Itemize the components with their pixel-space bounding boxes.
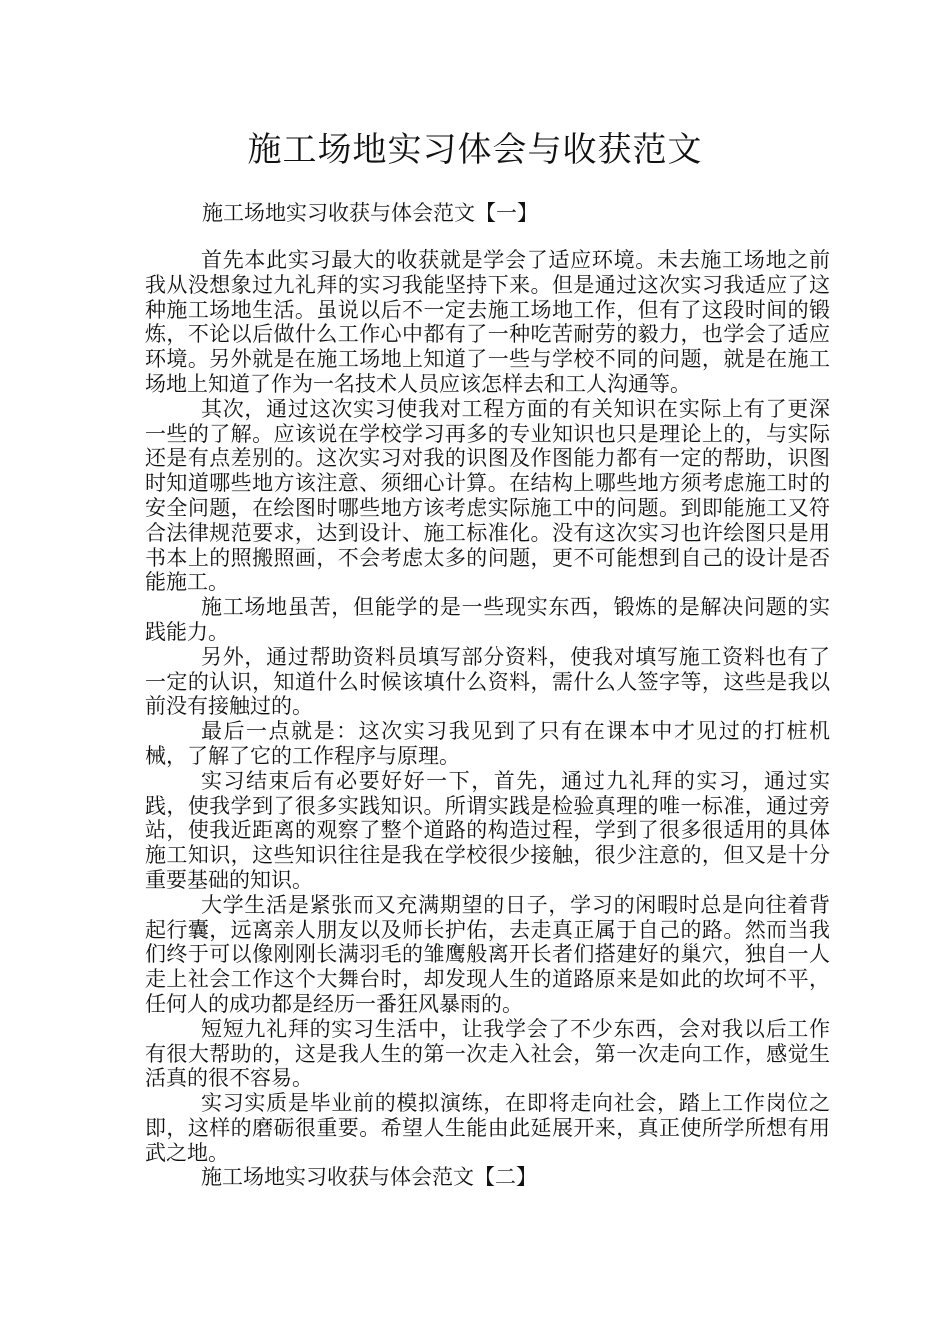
section-heading-2: 施工场地实习收获与体会范文【二】: [201, 1165, 537, 1190]
paragraph: 其次，通过这次实习使我对工程方面的有关知识在实际上有了更深一些的了解。应该说在学校学习再多的专业知识也只是理论上的，与实际还是有点差别的。这次实习对我的识图及作图能力都有一定的帮助，识图时知道哪些地方该注意、须细心计算。在结构上哪些地方须考虑施工时的安全问题，在绘图时哪些地方该考虑实际施工中的问题。到即能施工又符合法律规范要求，达到设计、施工标准化。没有这次实习也许绘图只是用书本上的照搬照画，不会考虑太多的问题，更不可能想到自己的设计是否能施工。: [145, 396, 830, 595]
section-heading-1: 施工场地实习收获与体会范文【一】: [202, 201, 538, 225]
paragraph: 另外，通过帮助资料员填写部分资料，使我对填写施工资料也有了一定的认识，知道什么时候该填什么资料，需什么人签字等，这些是我以前没有接触过的。: [145, 644, 830, 719]
paragraph: 最后一点就是：这次实习我见到了只有在课本中才见过的打桩机械，了解了它的工作程序与原理。: [145, 719, 830, 768]
paragraph: 施工场地虽苦，但能学的是一些现实东西，锻炼的是解决问题的实践能力。: [145, 595, 830, 644]
document-body: [145, 248, 830, 1190]
paragraph: 实习结束后有必要好好一下，首先，通过九礼拜的实习，通过实践，使我学到了很多实践知识。所谓实践是检验真理的唯一标准，通过旁站，使我近距离的观察了整个道路的构造过程，学到了很多很适用的具体施工知识，这些知识往往是我在学校很少接触，很少注意的，但又是十分重要基础的知识。: [145, 768, 830, 892]
paragraph: 短短九礼拜的实习生活中，让我学会了不少东西，会对我以后工作有很大帮助的，这是我人生的第一次走入社会，第一次走向工作，感觉生活真的很不容易。: [145, 1016, 830, 1091]
paragraph: 首先本此实习最大的收获就是学会了适应环境。未去施工场地之前我从没想象过九礼拜的实习我能坚持下来。但是通过这次实习我适应了这种施工场地生活。虽说以后不一定去施工场地工作，但有了这段时间的锻炼，不论以后做什么工作心中都有了一种吃苦耐劳的毅力，也学会了适应环境。另外就是在施工场地上知道了一些与学校不同的问题，就是在施工场地上知道了作为一名技术人员应该怎样去和工人沟通等。: [145, 248, 830, 396]
paragraph: 实习实质是毕业前的模拟演练，在即将走向社会，踏上工作岗位之即，这样的磨砺很重要。希望人生能由此延展开来，真正使所学所想有用武之地。: [145, 1091, 830, 1165]
paragraph: 大学生活是紧张而又充满期望的日子，学习的闲暇时总是向往着背起行囊，远离亲人朋友以及师长护佑，去走真正属于自己的路。然而当我们终于可以像刚刚长满羽毛的雏鹰般离开长者们搭建好的巢穴，独自一人走上社会工作这个大舞台时，却发现人生的道路原来是如此的坎坷不平，任何人的成功都是经历一番狂风暴雨的。: [145, 892, 830, 1016]
document-title: 施工场地实习体会与收获范文: [247, 130, 703, 170]
